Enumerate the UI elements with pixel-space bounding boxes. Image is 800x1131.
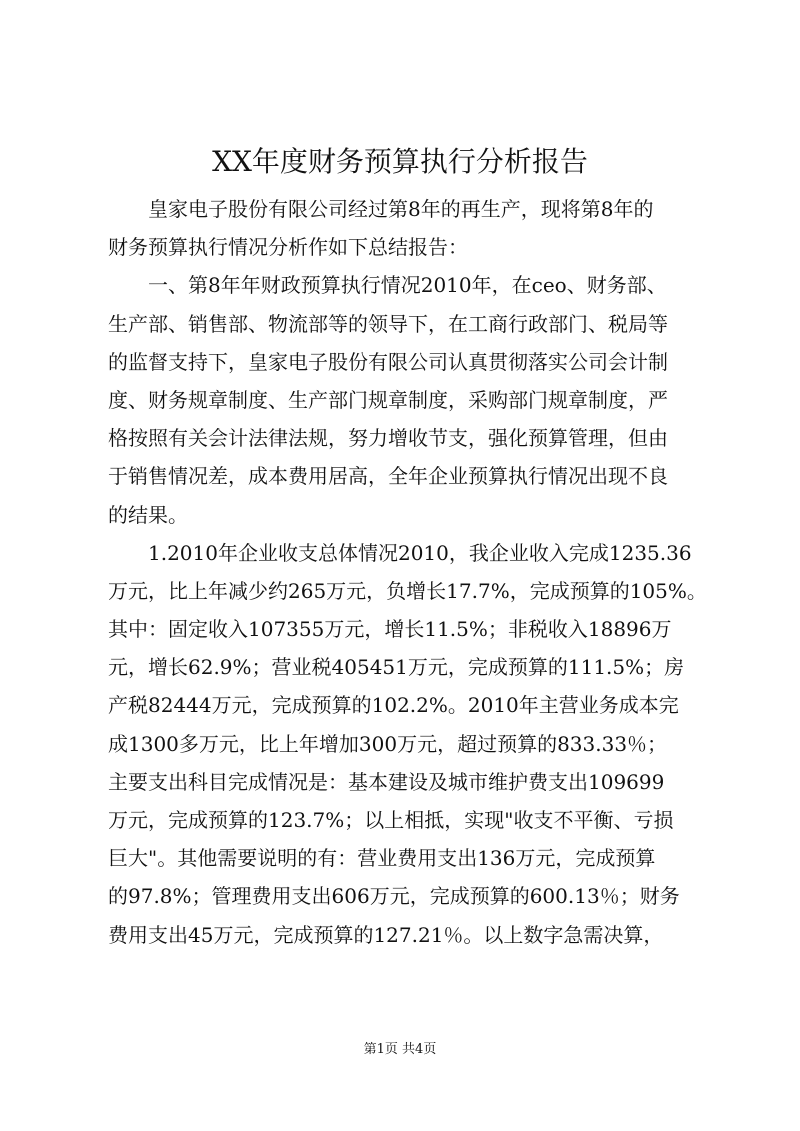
text-line: 其中：固定收入107355万元，增长11.5%；非税收入18896万 bbox=[108, 617, 672, 642]
text-line: 于销售情况差，成本费用居高，全年企业预算执行情况出现不良 bbox=[108, 464, 668, 489]
text-line: 万元，比上年减少约265万元，负增长17.7%，完成预算的105%。 bbox=[108, 578, 707, 603]
text-line: 的97.8%；管理费用支出606万元，完成预算的600.13％；财务 bbox=[108, 884, 680, 909]
text-line: 度、财务规章制度、生产部门规章制度，采购部门规章制度，严 bbox=[108, 387, 668, 412]
text-line: 的结果。 bbox=[108, 502, 188, 527]
text-line: 财务预算执行情况分析作如下总结报告： bbox=[108, 235, 468, 260]
text-line: 巨大"。其他需要说明的有：营业费用支出136万元，完成预算 bbox=[108, 846, 656, 871]
text-line: 主要支出科目完成情况是：基本建设及城市维护费支出109699 bbox=[108, 769, 665, 794]
text-line: 1.2010年企业收支总体情况2010，我企业收入完成1235.36 bbox=[148, 540, 692, 565]
text-line: 万元，完成预算的123.7%；以上相抵，实现"收支不平衡、亏损 bbox=[108, 808, 674, 832]
text-line: 产税82444万元，完成预算的102.2%。2010年主营业务成本完 bbox=[108, 693, 679, 718]
text-line: 元，增长62.9%；营业税405451万元，完成预算的111.5%；房 bbox=[108, 655, 685, 680]
text-line: 皇家电子股份有限公司经过第8年的再生产，现将第8年的 bbox=[148, 197, 654, 221]
text-line: 费用支出45万元，完成预算的127.21％。以上数字急需决算， bbox=[108, 922, 664, 947]
document-title: XX年度财务预算执行分析报告 bbox=[212, 145, 588, 178]
text-line: 成1300多万元，比上年增加300万元，超过预算的833.33％； bbox=[108, 731, 668, 756]
text-line: 一、第8年年财政预算执行情况2010年，在ceo、财务部、 bbox=[148, 273, 667, 298]
text-line: 生产部、销售部、物流部等的领导下，在工商行政部门、税局等 bbox=[108, 311, 668, 336]
page-footer: 第1页 共4页 bbox=[363, 1042, 437, 1057]
text-line: 的监督支持下，皇家电子股份有限公司认真贯彻落实公司会计制 bbox=[108, 349, 668, 374]
document-body bbox=[108, 190, 708, 954]
text-line: 格按照有关会计法律法规，努力增收节支，强化预算管理，但由 bbox=[108, 426, 668, 451]
